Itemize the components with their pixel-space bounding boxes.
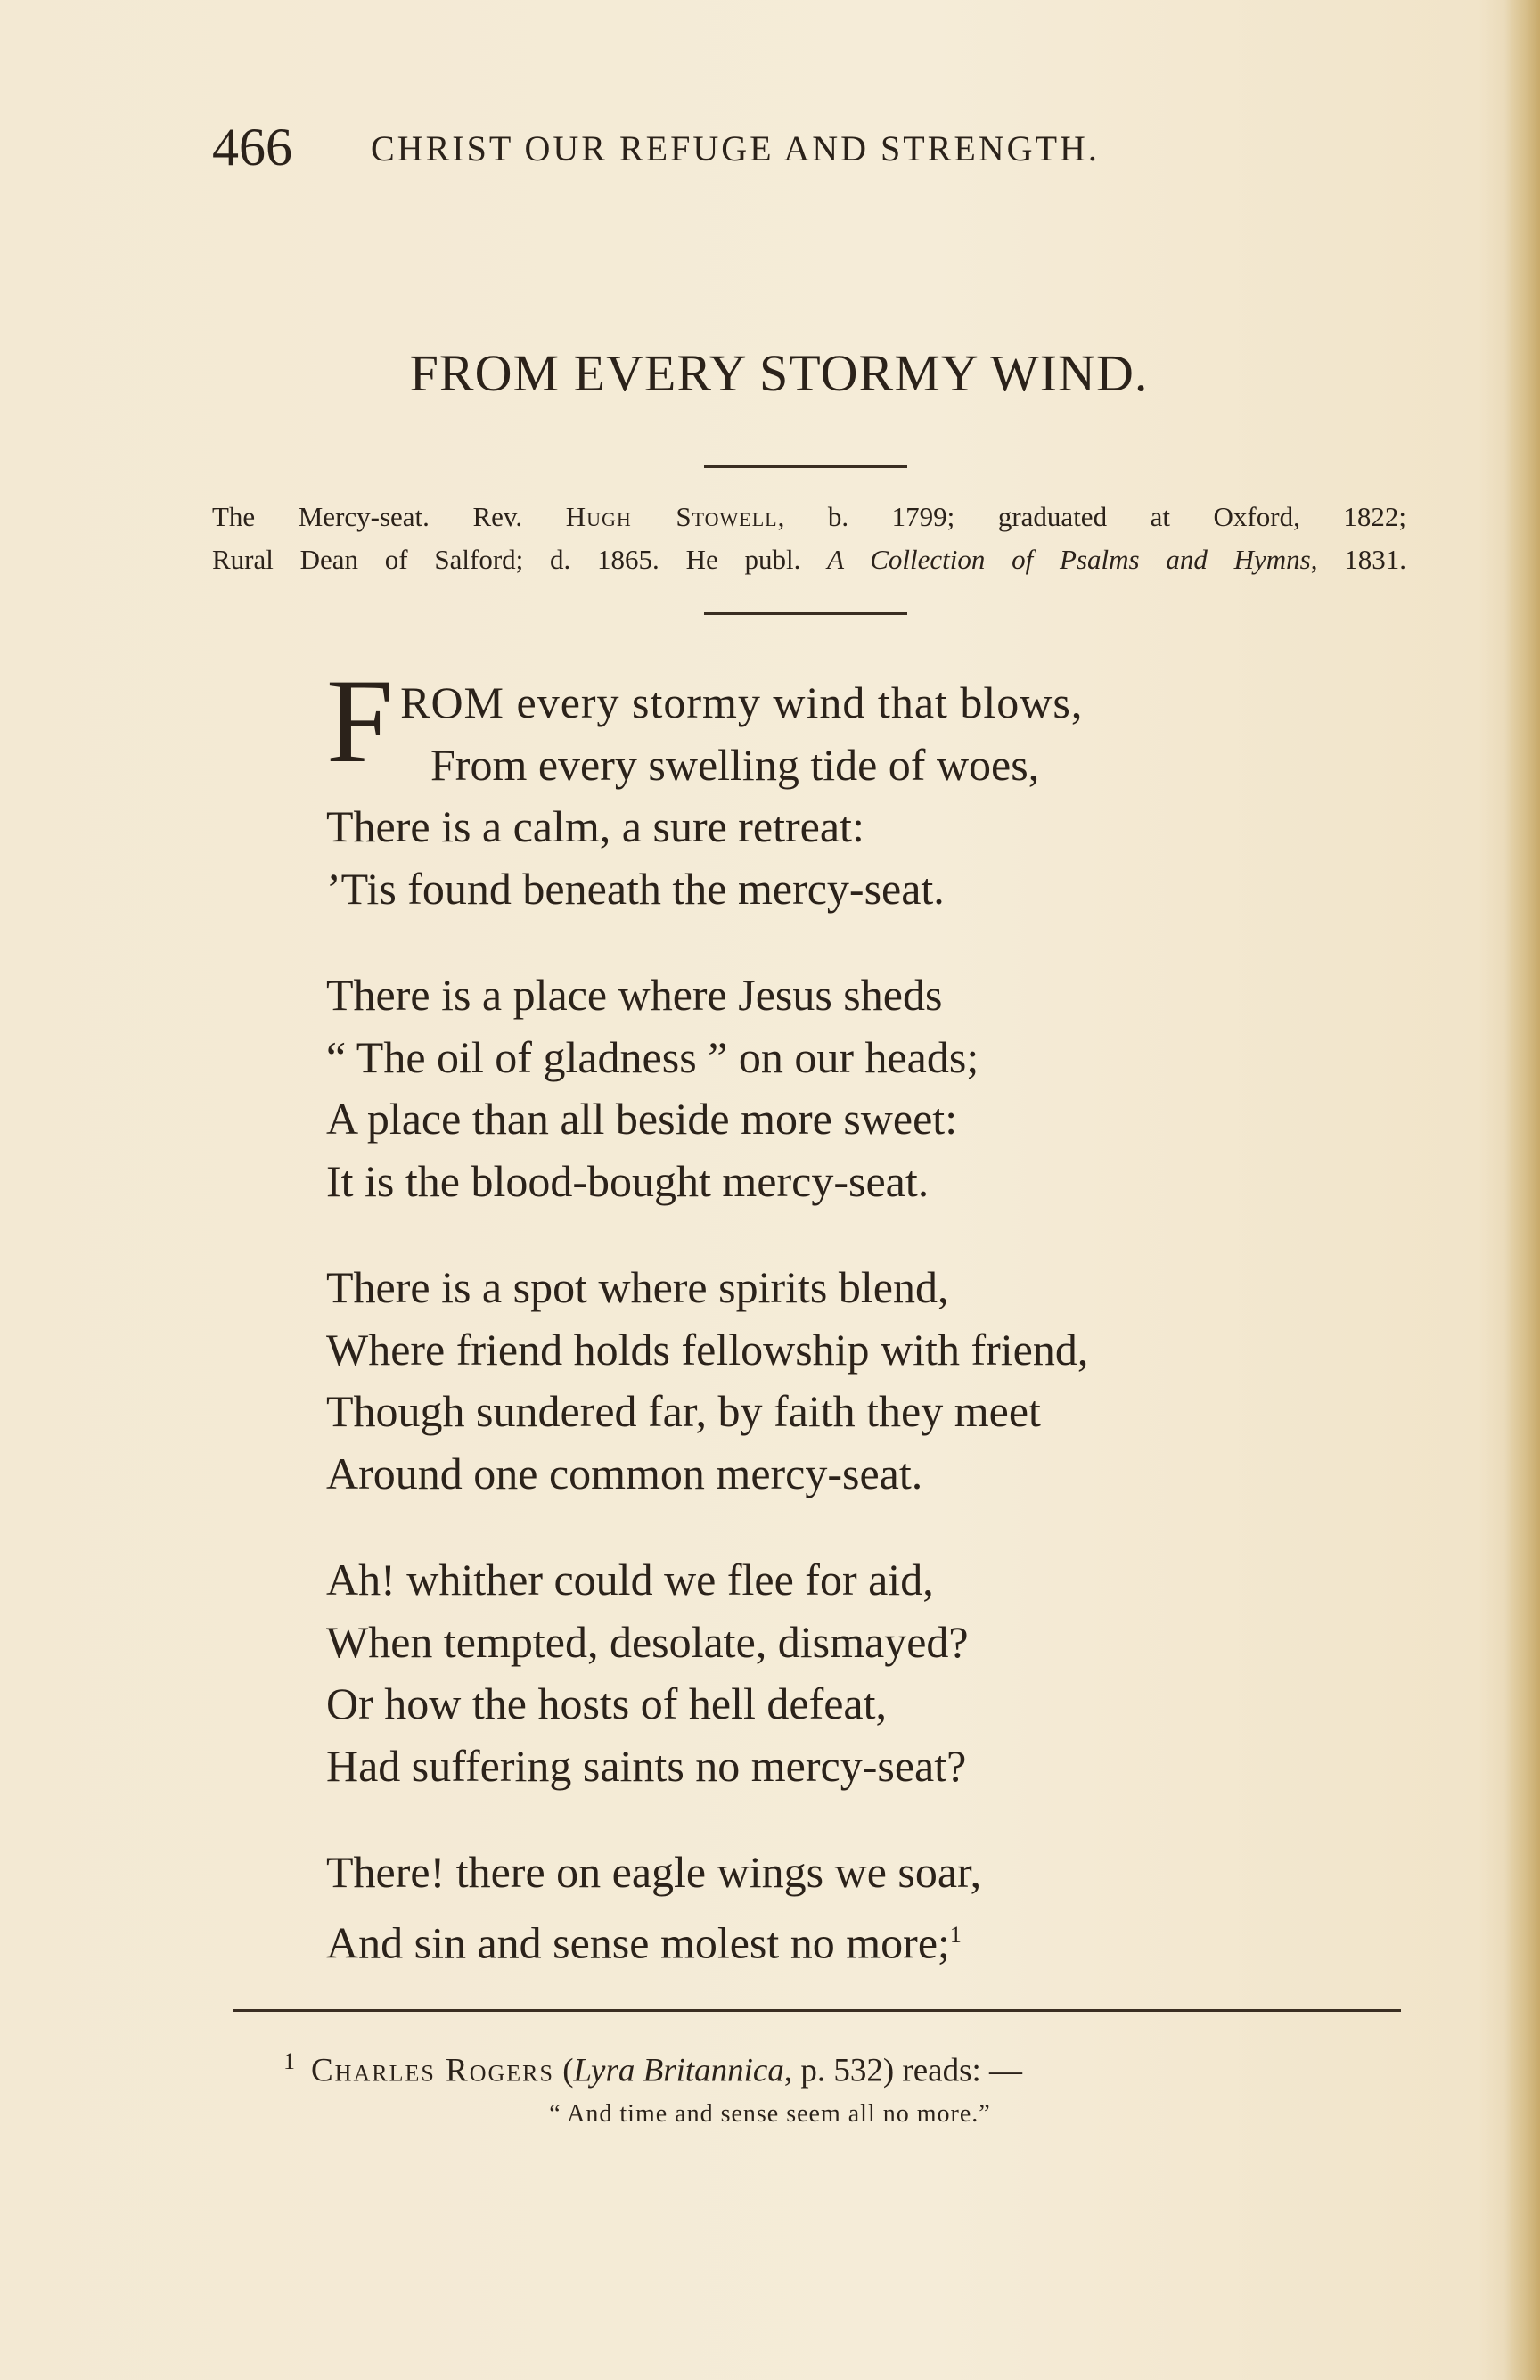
footnote-paren: ( — [562, 2052, 574, 2089]
poem-line-text: Though sundered far, by faith they meet — [326, 1386, 1041, 1436]
poem-line — [326, 1842, 1351, 1904]
poem-line-text: And sin and sense molest no more; — [326, 1917, 950, 1968]
footnote-reference: 1 — [949, 1921, 962, 1948]
poem-line — [326, 1443, 1351, 1506]
page-header — [212, 116, 1371, 187]
poem-line-text: Where friend holds fellowship with friend, — [326, 1324, 1089, 1375]
poem-line — [326, 1088, 1351, 1151]
footnote-book: Lyra Britannica — [573, 2052, 784, 2089]
stanza — [326, 1257, 1351, 1505]
poem-line — [326, 858, 1351, 921]
note-text: Rural Dean of Salford; d. 1865. He publ. — [212, 544, 801, 575]
poem-line — [326, 1257, 1351, 1319]
stanza — [326, 1549, 1351, 1797]
poem-line — [326, 1381, 1351, 1443]
poem-line-text: A place than all beside more sweet: — [326, 1094, 958, 1144]
title-rule — [704, 465, 907, 468]
running-head: CHRIST OUR REFUGE AND STRENGTH. — [371, 128, 1100, 168]
poem-line-text: From every swelling tide of woes, — [430, 739, 1040, 790]
poem-line — [326, 1151, 1351, 1213]
poem-line-text: There! there on eagle wings we soar, — [326, 1847, 982, 1897]
poem-line — [326, 735, 1351, 797]
poem-line-text: Had suffering saints no mercy-seat? — [326, 1740, 967, 1791]
note-rule — [704, 612, 907, 615]
poem-line — [326, 796, 1351, 858]
drop-cap: F — [326, 655, 394, 788]
poem-line — [326, 1027, 1351, 1089]
note-book-title: A Collection of Psalms and Hymns — [827, 544, 1311, 575]
poem-line-text: Or how the hosts of hell defeat, — [326, 1678, 888, 1728]
stanza — [326, 1842, 1351, 1974]
stanza — [326, 964, 1351, 1212]
poem-line-text: When tempted, desolate, dismayed? — [326, 1616, 969, 1667]
poem-line — [326, 1673, 1351, 1736]
note-text: , 1831. — [1310, 544, 1406, 575]
note-text: The Mercy-seat. Rev. — [212, 501, 523, 532]
hymn-note-line-2 — [212, 538, 1406, 581]
page-number: 466 — [212, 118, 292, 176]
poem-line-text: Around one common mercy-seat. — [326, 1448, 923, 1498]
hymn-title: FROM EVERY STORMY WIND. — [409, 344, 1149, 402]
poem-line — [326, 1319, 1351, 1382]
footnote-quote: “ And time and sense seem all no more.” — [549, 2100, 991, 2128]
poem-line — [326, 1612, 1351, 1674]
note-author: Hugh Stowell — [565, 501, 778, 532]
footnote-text: , p. 532) reads: — — [783, 2052, 1023, 2089]
stanza — [326, 655, 1351, 920]
poem-line — [326, 1549, 1351, 1612]
poem-line-text: “ The oil of gladness ” on our heads; — [326, 1031, 979, 1082]
hymn-note-line-1 — [212, 496, 1406, 538]
poem-line-text: There is a calm, a sure retreat: — [326, 801, 864, 851]
poem-line-text: ’Tis found beneath the mercy-seat. — [326, 863, 945, 914]
footnote-author: Charles Rogers — [311, 2052, 554, 2089]
poem-line — [326, 964, 1351, 1027]
note-text: , b. 1799; graduated at Oxford, 1822; — [777, 501, 1406, 532]
footnote-rule — [233, 2009, 1401, 2012]
footnote-mark: 1 — [283, 2048, 295, 2074]
poem — [326, 655, 1351, 2019]
poem-line-text: There is a spot where spirits blend, — [326, 1262, 949, 1312]
poem-line-text: It is the blood-bought mercy-seat. — [326, 1155, 930, 1206]
poem-line-text: Ah! whither could we flee for aid, — [326, 1555, 934, 1604]
footnote — [283, 2039, 1397, 2093]
poem-line — [326, 1736, 1351, 1798]
poem-line — [326, 672, 1351, 735]
poem-line-text: There is a place where Jesus sheds — [326, 970, 943, 1020]
poem-line — [326, 1904, 1351, 1974]
poem-line-text: ROM every stormy wind that blows, — [400, 677, 1084, 727]
